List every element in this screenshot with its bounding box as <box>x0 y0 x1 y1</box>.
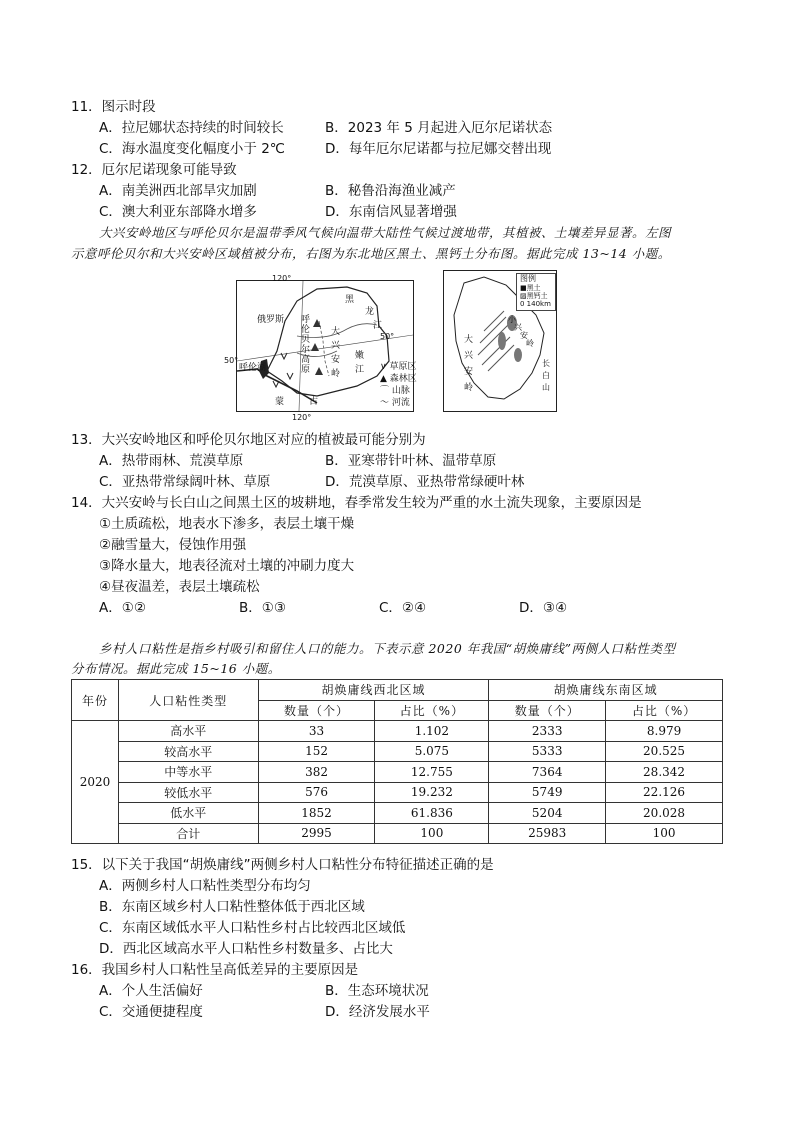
population-stickiness-table <box>71 679 723 844</box>
q14-option-a: A．①② <box>99 600 146 616</box>
label-xxal-2: 兴 <box>514 323 522 332</box>
soil-legend-chernozem-label: 黑钙土 <box>526 292 548 300</box>
label-dxal-2: 兴 <box>331 341 341 351</box>
label-hulunbuir-2: 伦 <box>301 325 311 335</box>
cell-se-count: 2333 <box>489 721 606 742</box>
cell-type: 中等水平 <box>118 762 258 783</box>
header-se-count: 数量（个） <box>489 700 606 721</box>
q14-statement-4: ④昼夜温差，表层土壤疏松 <box>99 579 260 595</box>
cell-year: 2020 <box>72 721 119 844</box>
header-year: 年份 <box>72 680 119 721</box>
label-hulunbuir-5: 高 <box>301 355 311 365</box>
legend-mountain-label: 山脉 <box>391 386 410 396</box>
label-dxal-r-4: 岭 <box>464 383 474 393</box>
cell-se-ratio: 28.342 <box>606 762 723 783</box>
header-nw-count: 数量（个） <box>258 700 375 721</box>
q15-stem: 15．以下关于我国“胡焕庸线”两侧乡村人口粘性分布特征描述正确的是 <box>71 857 494 873</box>
q16-option-d: D．经济发展水平 <box>325 1004 430 1020</box>
q12-option-b: B．秘鲁沿海渔业减产 <box>325 183 456 199</box>
lat-50-right: 50° <box>380 332 395 341</box>
label-mongolia-1: 蒙 <box>275 397 285 407</box>
label-dxal-4: 岭 <box>331 369 341 379</box>
cell-se-count: 25983 <box>489 823 606 844</box>
mountain-icon: ⌒ <box>380 386 390 396</box>
q12-option-c: C．澳大利亚东部降水增多 <box>99 204 257 220</box>
label-dxal-3: 安 <box>331 355 341 365</box>
cell-se-ratio: 8.979 <box>606 721 723 742</box>
cell-se-ratio: 20.525 <box>606 741 723 762</box>
cell-nw-ratio: 100 <box>375 823 489 844</box>
q15-option-c: C．东南区域低水平人口粘性乡村占比较西北区域低 <box>99 920 406 936</box>
cell-type: 高水平 <box>118 721 258 742</box>
header-nw-ratio: 占比（%） <box>375 700 489 721</box>
header-southeast: 胡焕庸线东南区域 <box>489 680 723 701</box>
cell-nw-count: 33 <box>258 721 375 742</box>
header-se-ratio: 占比（%） <box>606 700 723 721</box>
label-nenjiang-1: 嫩 <box>355 351 365 361</box>
cell-nw-ratio: 61.836 <box>375 803 489 824</box>
soil-map <box>443 270 557 412</box>
label-dxal-r-2: 兴 <box>464 351 474 361</box>
header-type: 人口粘性类型 <box>118 680 258 721</box>
label-dxal-1: 大 <box>331 327 341 337</box>
cell-type: 合计 <box>118 823 258 844</box>
cell-nw-ratio: 5.075 <box>375 741 489 762</box>
q11-option-a: A．拉尼娜状态持续的时间较长 <box>99 120 284 136</box>
intro-13-line1: 大兴安岭地区与呼伦贝尔是温带季风气候向温带大陆性气候过渡地带，其植被、土壤差异显著。左图 <box>99 225 672 240</box>
table-row <box>72 762 723 783</box>
legend-river-label: 河流 <box>391 398 410 408</box>
cell-se-ratio: 22.126 <box>606 782 723 803</box>
cell-type: 较高水平 <box>118 741 258 762</box>
label-xxal-1: 小 <box>508 315 516 324</box>
q14-option-c: C．②④ <box>379 600 427 616</box>
q11-stem: 11．图示时段 <box>71 99 156 115</box>
lon-120-bottom: 120° <box>292 413 312 422</box>
label-heilong-1: 黑 <box>345 295 355 305</box>
q15-option-d: D．西北区域高水平人口粘性乡村数量多、占比大 <box>99 941 393 957</box>
q16-stem: 16．我国乡村人口粘性呈高低差异的主要原因是 <box>71 962 359 978</box>
label-mongolia-2: 古 <box>309 397 319 407</box>
q14-statement-2: ②融雪量大，侵蚀作用强 <box>99 537 247 553</box>
q14-statement-3: ③降水量大，地表径流对土壤的冲刷力度大 <box>99 558 355 574</box>
table-row <box>72 803 723 824</box>
intro-15-line1: 乡村人口粘性是指乡村吸引和留住人口的能力。下表示意 2020 年我国“胡焕庸线”两侧人口粘性类型 <box>99 641 676 656</box>
q14-statement-1: ①土质疏松，地表水下渗多，表层土壤干燥 <box>99 516 355 532</box>
label-russia: 俄罗斯 <box>257 315 285 325</box>
legend-grassland-label: 草原区 <box>389 362 417 372</box>
q15-option-a: A．两侧乡村人口粘性类型分布均匀 <box>99 878 311 894</box>
label-heilong-2: 龙 <box>365 307 375 317</box>
cell-type: 较低水平 <box>118 782 258 803</box>
label-hulunbuir-1: 呼 <box>301 315 311 325</box>
cell-se-ratio: 20.028 <box>606 803 723 824</box>
intro-13-line2: 示意呼伦贝尔和大兴安岭区域植被分布，右图为东北地区黑土、黑钙土分布图。据此完成 13~14 小题。 <box>71 246 671 261</box>
grassland-icon: ∨ <box>380 362 387 372</box>
legend-river <box>380 394 410 412</box>
table-header-row <box>72 680 723 701</box>
soil-legend-title: 图例 <box>520 274 536 283</box>
label-nenjiang-2: 江 <box>355 365 365 375</box>
cell-se-count: 5204 <box>489 803 606 824</box>
black-soil-swatch: ■ <box>520 284 527 292</box>
q14-option-d: D．③④ <box>519 600 568 616</box>
forest-icon: ▲ <box>380 374 387 384</box>
q16-option-b: B．生态环境状况 <box>325 983 429 999</box>
table-row <box>72 782 723 803</box>
q15-option-b: B．东南区域乡村人口粘性整体低于西北区域 <box>99 899 365 915</box>
label-xxal-4: 岭 <box>526 339 534 348</box>
header-northwest: 胡焕庸线西北区域 <box>258 680 489 701</box>
q14-stem: 14．大兴安岭与长白山之间黑土区的坡耕地，春季常发生较为严重的水土流失现象，主要原因是 <box>71 495 642 511</box>
cell-nw-count: 382 <box>258 762 375 783</box>
label-cbs-2: 白 <box>542 371 550 380</box>
cell-se-count: 5749 <box>489 782 606 803</box>
cell-se-count: 7364 <box>489 762 606 783</box>
table-row <box>72 721 723 742</box>
label-cbs-3: 山 <box>542 383 550 392</box>
cell-nw-ratio: 1.102 <box>375 721 489 742</box>
q12-option-a: A．南美洲西北部旱灾加剧 <box>99 183 257 199</box>
cell-se-ratio: 100 <box>606 823 723 844</box>
cell-nw-count: 576 <box>258 782 375 803</box>
cell-nw-count: 152 <box>258 741 375 762</box>
q11-option-d: D．每年厄尔尼诺都与拉尼娜交替出现 <box>325 141 552 157</box>
q12-stem: 12．厄尔尼诺现象可能导致 <box>71 162 237 178</box>
q13-stem: 13．大兴安岭地区和呼伦贝尔地区对应的植被最可能分别为 <box>71 432 426 448</box>
q11-option-c: C．海水温度变化幅度小于 2℃ <box>99 141 285 157</box>
soil-scale-bar: 0 140km <box>520 300 551 308</box>
cell-nw-count: 1852 <box>258 803 375 824</box>
q16-option-c: C．交通便捷程度 <box>99 1004 203 1020</box>
q13-option-b: B．亚寒带针叶林、温带草原 <box>325 453 497 469</box>
label-hulunbuir-4: 尔 <box>301 345 311 355</box>
label-cbs-1: 长 <box>542 359 550 368</box>
cell-se-count: 5333 <box>489 741 606 762</box>
label-dxal-r-3: 安 <box>464 367 474 377</box>
cell-type: 低水平 <box>118 803 258 824</box>
legend-forest-label: 森林区 <box>389 374 417 384</box>
label-hulun-lake: 呼伦湖 <box>239 363 267 373</box>
table-row <box>72 741 723 762</box>
intro-15-line2: 分布情况。据此完成 15~16 小题。 <box>71 661 281 676</box>
river-icon: ～ <box>380 398 390 408</box>
q13-option-d: D．荒漠草原、亚热带常绿硬叶林 <box>325 474 525 490</box>
label-hulunbuir-3: 贝 <box>301 335 311 345</box>
cell-nw-ratio: 12.755 <box>375 762 489 783</box>
soil-legend-box <box>516 273 556 311</box>
q13-option-c: C．亚热带常绿阔叶林、草原 <box>99 474 271 490</box>
q11-option-b: B．2023 年 5 月起进入厄尔尼诺状态 <box>325 120 553 136</box>
cell-nw-ratio: 19.232 <box>375 782 489 803</box>
cell-nw-count: 2995 <box>258 823 375 844</box>
q14-option-b: B．①③ <box>239 600 286 616</box>
soil-legend-black-label: 黑土 <box>526 284 541 292</box>
q13-option-a: A．热带雨林、荒漠草原 <box>99 453 244 469</box>
q12-option-d: D．东南信风显著增强 <box>325 204 457 220</box>
label-dxal-r-1: 大 <box>464 335 474 345</box>
label-hulunbuir-6: 原 <box>301 365 311 375</box>
table-row-total <box>72 823 723 844</box>
label-xxal-3: 安 <box>520 331 528 340</box>
lat-50-left: 50° <box>224 356 239 365</box>
chernozem-swatch: ▨ <box>520 292 527 300</box>
lon-120-top: 120° <box>272 274 292 283</box>
q16-option-a: A．个人生活偏好 <box>99 983 203 999</box>
label-heilong-3: 江 <box>373 321 383 331</box>
